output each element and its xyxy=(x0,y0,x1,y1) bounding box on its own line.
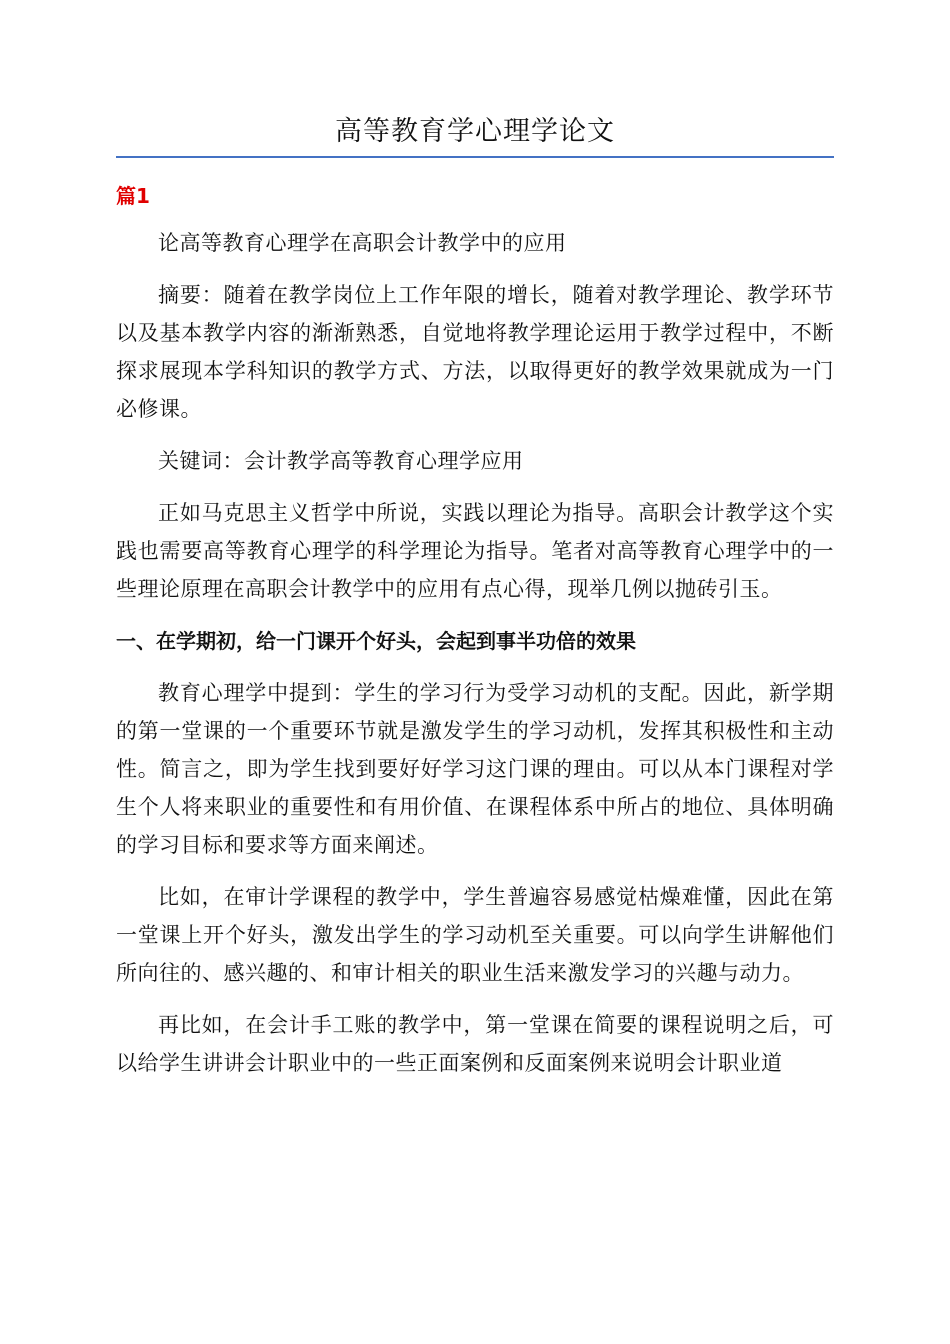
section-label: 篇1 xyxy=(116,184,150,208)
abstract-paragraph: 摘要：随着在教学岗位上工作年限的增长，随着对教学理论、教学环节以及基本教学内容的渐渐熟悉，自觉地将教学理论运用于教学过程中，不断探求展现本学科知识的教学方式、方法，以取得更好的教学效果就成为一门必修课。 xyxy=(116,283,834,421)
paper-subtitle: 论高等教育心理学在高职会计教学中的应用 xyxy=(158,231,567,255)
body-paragraph-2: 比如，在审计学课程的教学中，学生普遍容易感觉枯燥难懂，因此在第一堂课上开个好头，激发出学生的学习动机至关重要。可以向学生讲解他们所向往的、感兴趣的、和审计相关的职业生活来激发学习的兴趣与动力。 xyxy=(116,885,834,985)
title-underline xyxy=(116,156,834,158)
intro-paragraph: 正如马克思主义哲学中所说，实践以理论为指导。高职会计教学这个实践也需要高等教育心理学的科学理论为指导。笔者对高等教育心理学中的一些理论原理在高职会计教学中的应用有点心得，现举几例以抛砖引玉。 xyxy=(116,501,834,601)
body-paragraph-3: 再比如，在会计手工账的教学中，第一堂课在简要的课程说明之后，可以给学生讲讲会计职业中的一些正面案例和反面案例来说明会计职业道 xyxy=(116,1013,834,1075)
document-title: 高等教育学心理学论文 xyxy=(335,116,615,147)
document-page xyxy=(116,110,834,1082)
body-paragraph-1: 教育心理学中提到：学生的学习行为受学习动机的支配。因此，新学期的第一堂课的一个重要环节就是激发学生的学习动机，发挥其积极性和主动性。简言之，即为学生找到要好好学习这门课的理由。可以从本门课程对学生个人将来职业的重要性和有用价值、在课程体系中所占的地位、具体明确的学习目标和要求等方面来阐述。 xyxy=(116,681,834,857)
keywords-paragraph: 关键词：会计教学高等教育心理学应用 xyxy=(158,449,524,473)
section-heading: 一、在学期初，给一门课开个好头，会起到事半功倍的效果 xyxy=(116,629,636,653)
